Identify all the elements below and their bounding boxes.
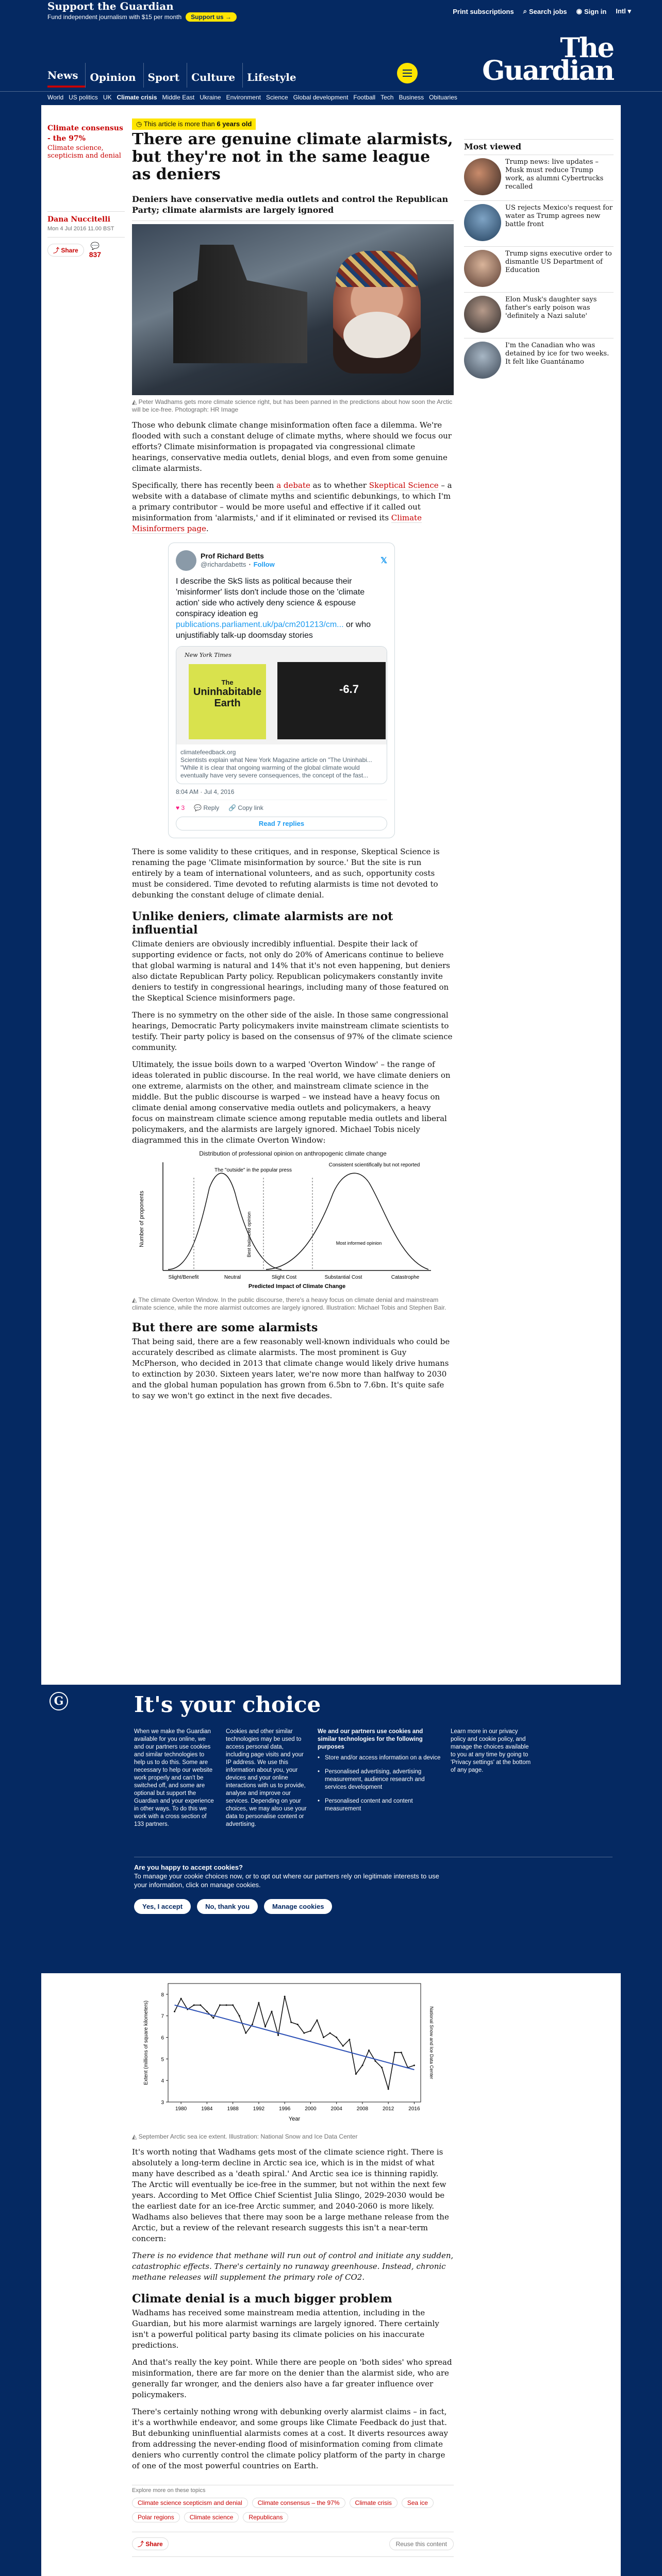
debate-link[interactable]: a debate (276, 481, 310, 490)
card-screenshot-number: -6.7 (339, 683, 359, 696)
sea-ice-point (375, 2060, 376, 2062)
consent-column-1: When we make the Guardian available for you online, we and our partners use cookies and similar technologies to help us to do this. Some are necessary to help our website work properly and can't be switched off, and some are optional but support the Guardian and your experience in other ways. To do this we work with a cross section of 133 partners. (134, 1728, 214, 1827)
heart-icon: ♥ (176, 804, 181, 811)
sign-in-label: Sign in (584, 7, 607, 15)
overton-curve-right (266, 1173, 428, 1269)
y-tick-label: 3 (161, 2100, 164, 2106)
sea-ice-point (277, 2035, 279, 2036)
sea-ice-point (336, 2037, 337, 2038)
print-subscriptions-label: Print subscriptions (453, 7, 514, 15)
x-axis-label: Year (288, 2116, 301, 2122)
tweet-author-name[interactable]: Prof Richard Betts (201, 552, 264, 560)
subnav-obituaries[interactable]: Obituaries (429, 94, 457, 101)
subnav-global-development[interactable]: Global development (293, 94, 349, 101)
subnav-business[interactable]: Business (399, 94, 424, 101)
paragraph-9: Wadhams has received some mainstream media attention, including in the Guardian, but his more alarmist warnings are largely ignored. There certainly isn't a powerful political party basing its climate policies on his inaccurate predictions. (132, 2308, 439, 2350)
paragraph-1: Those who debunk climate change misinformation often face a dilemma. We're flooded with such a constant deluge of climate myths, where should we focus our efforts? Climate misinformation is propagated via congressional climate hearings, conservative media outlets, denial blogs, and even from some genuine climate alarmists. (132, 420, 452, 473)
logo-line2: Guardian (482, 55, 614, 87)
paragraph-4: Climate deniers are obviously incredibly influential. Despite their lack of supporting evidence or facts, not only do 20% of Americans continue to believe that global warming is natural and 14% that it's not even happening, but deniers also dictate Republican Party policy. Republican policymakers constantly invite deniers to testify in congressional hearings, including many of those featured on the Skeptical Science misinformers page. (132, 939, 450, 1003)
consent-column-2: Cookies and other similar technologies may be used to access personal data, including page visits and your IP address. We use this information about you, your devices and your online interactions with us to provide, analyse and improve our services. Depending on your choices, we may also use your data to personalise content or advertising. (226, 1728, 307, 1827)
topic-tag[interactable]: Sea ice (402, 2498, 434, 2508)
paragraph-2 (132, 480, 454, 534)
skeptical-science-link[interactable]: Skeptical Science (369, 481, 439, 490)
article-headline: There are genuine climate alarmists, but they're not in the same league as deniers (132, 130, 453, 183)
paragraph-8: It's worth noting that Wadhams gets most of the climate science right. There is absolutely a long-term decline in Arctic sea ice, which is in the midst of what many have described as a 'death spiral.' And Arctic sea ice is thinning rapidly. The Arctic will eventually be ice-free in the summer, but not within the next few years. According to Met Office Chief Scientist Julia Slingo, 2029-2030 would be the earliest date for an ice-free Arctic summer, and 2040-2060 is more likely. Wadhams also believes that there may soon be a large methane release from the Arctic, but a review of the relevant research suggests this isn't a near-term concern: (132, 2147, 449, 2243)
x-tick-label: 2016 (408, 2106, 420, 2112)
footer-share-button[interactable] (132, 2537, 169, 2550)
card-paper-title: New York Times (185, 652, 231, 658)
sea-ice-point (239, 2015, 240, 2016)
support-block (47, 1, 237, 22)
reply-label: Reply (203, 804, 220, 811)
x-tick-label: 2000 (305, 2106, 317, 2112)
subnav-environment[interactable]: Environment (226, 94, 261, 101)
sea-ice-point (200, 2004, 201, 2006)
support-bar (0, 0, 662, 23)
y-tick-label: 8 (161, 1992, 164, 1998)
comment-count[interactable] (89, 242, 101, 259)
reject-cookies-button[interactable]: No, thank you (197, 1899, 258, 1914)
tweet-timestamp[interactable]: 8:04 AM · Jul 4, 2016 (176, 788, 235, 795)
sea-ice-point (212, 2017, 214, 2019)
y-axis-label: Extent (millions of square kilometers) (143, 2001, 149, 2085)
follow-button[interactable]: Follow (253, 561, 275, 568)
climate-misinformers-link[interactable]: Climate Misinformers page (132, 513, 422, 533)
x-tick-label: 2008 (356, 2106, 369, 2112)
sea-ice-series-line (175, 1996, 415, 2089)
paragraph-6: Ultimately, the issue boils down to a warped 'Overton Window' – the range of ideas tolerated in public discourse. In the real world, we have climate deniers on one extreme, alarmists on the other, and mainstream climate science in the middle. But the public discourse is warped – we instead have a heavy focus on climate denial among conservative media outlets and policymakers, a heavy focus on mainstream climate science among reputable media outlets and liberal policymakers, and the alarmists are largely ignored. Michael Tobis nicely diagrammed this in the climate Overton Window: (132, 1060, 451, 1145)
subnav-tech[interactable]: Tech (380, 94, 394, 101)
book-cover-title: Uninhabitable Earth (193, 686, 262, 709)
avatar[interactable] (176, 550, 196, 571)
topic-tag[interactable]: Climate science (184, 2512, 239, 2522)
tweet-author-handle: @richardabetts (201, 561, 246, 568)
top-links (453, 7, 631, 15)
overton-xcat-1: Neutral (224, 1275, 241, 1280)
sea-ice-point (284, 1996, 286, 1997)
article-meta-column (47, 123, 125, 259)
most-viewed-thumbnail (464, 250, 501, 287)
manage-cookies-button[interactable]: Manage cookies (264, 1899, 332, 1914)
sea-ice-point (290, 2022, 292, 2023)
series-subtitle[interactable]: Climate science, scepticism and denial (47, 144, 121, 160)
most-viewed-headline: Elon Musk's daughter says father's early poison was 'definitely a Nazi salute' (505, 296, 597, 320)
portrait-beard-shape (343, 312, 410, 358)
sea-ice-point (401, 2052, 402, 2053)
consent-purpose: • Store and/or access information on a device (318, 1754, 441, 1762)
topic-tag[interactable]: Climate science scepticism and denial (132, 2498, 248, 2508)
most-viewed-headline: Trump signs executive order to dismantle US Department of Education (505, 250, 612, 274)
topic-tag[interactable]: Polar regions (132, 2512, 180, 2522)
header-divider (0, 91, 662, 92)
search-jobs-label: Search jobs (528, 7, 567, 15)
sea-ice-point (361, 2064, 363, 2066)
most-viewed-item[interactable] (464, 246, 614, 292)
topics-label: Explore more on these topics (132, 2485, 454, 2494)
sea-ice-point (381, 2067, 383, 2069)
most-viewed (464, 139, 614, 384)
caption-icon: ◭ (132, 1296, 139, 1303)
x-tick-label: 1992 (253, 2106, 265, 2112)
footer-share-row (132, 2532, 454, 2550)
print-subscriptions-link[interactable] (453, 7, 514, 15)
byline (47, 211, 125, 232)
hero-caption-text: Peter Wadhams gets more climate science right, but has been panned in the predictions about how soon the Arctic will be ice-free. Photograph: HR Image (132, 398, 453, 413)
age-warning-years: 6 years old (217, 120, 252, 128)
sea-ice-point (258, 2002, 259, 2004)
menu-button[interactable] (397, 63, 418, 83)
sea-ice-point (206, 2011, 208, 2012)
card-description: "While it is clear that ongoing warming of the global climate would eventually have very severe consequences, the concept of the fast... (180, 764, 369, 779)
subheading-3: Climate denial is a much bigger problem (132, 2292, 392, 2306)
sea-ice-point (180, 1998, 182, 1999)
article-main-continued (132, 1973, 454, 2557)
consent-purposes-list (318, 1754, 441, 1813)
sea-ice-point (271, 2011, 273, 2012)
blockquote: There is no evidence that methane will run out of control and initiate any sudden, catastrophic effects. There's certainly no runaway greenhouse. Instead, chronic methane releases will supplement the primary role of CO2. (132, 2251, 454, 2282)
like-count: 3 (181, 804, 185, 811)
consent-title: It's your choice (134, 1692, 321, 1717)
overton-xlabel: Predicted Impact of Climate Change (248, 1283, 346, 1290)
overton-xcat-3: Substantial Cost (324, 1275, 362, 1280)
most-viewed-thumbnail (464, 158, 501, 195)
nav-news[interactable]: News (47, 63, 85, 88)
most-viewed-item[interactable] (464, 155, 614, 200)
consent-buttons (134, 1899, 332, 1914)
topic-tags (132, 2498, 454, 2522)
nav-sport[interactable]: Sport (143, 63, 187, 88)
overton-ylabel: Number of proponents (139, 1191, 145, 1247)
consent-purposes-title: We and our partners use cookies and similar technologies for the following purposes (318, 1728, 423, 1750)
topic-tag[interactable]: Republicans (243, 2512, 288, 2522)
consent-question-title: Are you happy to accept cookies? (134, 1863, 243, 1871)
age-warning (132, 118, 256, 130)
tweet-text-b: or who unjustifiably talk-up doomsday stories (176, 620, 371, 640)
card-screenshot (277, 662, 386, 739)
most-viewed-headline: US rejects Mexico's request for water as Trump agrees new battle front (505, 204, 613, 228)
x-tick-label: 1984 (201, 2106, 213, 2112)
paragraph-2-a: Specifically, there has recently been (132, 481, 277, 490)
user-icon: ◉ (576, 7, 583, 15)
primary-nav (47, 63, 304, 88)
footer-share-label: Share (145, 2540, 163, 2548)
nav-opinion[interactable]: Opinion (85, 63, 143, 88)
edition-picker[interactable]: Intl ▾ (616, 7, 631, 15)
consent-purpose: • Personalised advertising, advertising measurement, audience research and services development (318, 1768, 441, 1791)
sea-ice-point (264, 2026, 266, 2027)
subnav-science[interactable]: Science (266, 94, 288, 101)
footer-divider (132, 2556, 454, 2557)
paragraph-5: There is no symmetry on the other side of the aisle. In those same congressional hearings, Democratic Party policymakers invite mainstream climate scientists to testify. Their party policy is based on the consensus of 97% of the climate science community. (132, 1010, 453, 1052)
hero-caption (132, 398, 454, 414)
consent-column-4[interactable]: Learn more in our privacy policy and cookie policy, and manage the choices available to you at any time by going to 'Privacy settings' at the bottom of any page. (451, 1728, 531, 1773)
x-tick-label: 2004 (330, 2106, 342, 2112)
caption-icon: ◭ (132, 398, 139, 405)
subnav-uk[interactable]: UK (103, 94, 112, 101)
article-page-continued (41, 1973, 621, 2576)
most-viewed-thumbnail (464, 204, 501, 241)
sea-ice-point (297, 2024, 299, 2025)
series-kicker[interactable]: Climate consensus - the 97% (47, 124, 123, 143)
share-button[interactable] (47, 244, 84, 257)
submarine-tower-shape (173, 245, 307, 363)
paragraph-2-d: . (206, 524, 209, 533)
sea-ice-point (226, 2004, 227, 2006)
most-viewed-item[interactable] (464, 292, 614, 338)
sea-ice-point (232, 2004, 234, 2006)
reply-button[interactable] (194, 804, 219, 811)
tweet-text-a: I describe the SkS lists as political because their 'misinformer' lists don't include those on the 'climate action' side who actively deny science & espouse conspiracy ideation eg (176, 577, 365, 618)
x-tick-label: 1988 (227, 2106, 239, 2112)
tweet-card-image (176, 647, 387, 744)
y-tick-label: 6 (161, 2035, 164, 2041)
y-tick-label: 4 (161, 2078, 164, 2084)
paragraph-2-c: – a website with a database of climate myths and scientific debunkings, to which I'm a primary contributor – would be more useful and effective if it called out misinformation from 'alarmists,' and if it eliminated or revised its (132, 481, 452, 522)
overton-label-most: Most informed opinion (336, 1241, 382, 1246)
paragraph-3: There is some validity to these critiques, and in response, Skeptical Science is renaming the page 'Climate misinformation by source.' But the site is run entirely by a team of international volunteers, and as such, opportunity costs must be considered. Time devoted to refuting alarmists is time not devoted to debunking the constant deluge of climate denial. (132, 847, 440, 900)
article-page (41, 105, 621, 1685)
paragraph-7: That being said, there are a few reasonably well-known individuals who could be accurately described as climate alarmists. The most prominent is Guy McPherson, who decided in 2013 that climate change would likely drive humans to extinction by 2030. Sixteen years later, we're now more than halfway to 2030 and the global human population has grown from 6.5bn to 7.6bn. It's quite safe to say we won't go extinct in the next five decades. (132, 1337, 450, 1400)
card-domain: climatefeedback.org (180, 749, 236, 756)
sea-ice-point (310, 2030, 311, 2032)
overton-xcat-2: Slight Cost (271, 1275, 297, 1280)
sea-ice-chart (132, 1973, 454, 2128)
hero-image (132, 224, 454, 395)
search-jobs-link[interactable] (523, 7, 567, 15)
tweet-link[interactable]: publications.parliament.uk/pa/cm201213/cm... (176, 620, 344, 629)
sea-ice-point (394, 2052, 395, 2053)
overton-caption (132, 1296, 454, 1312)
read-replies-button[interactable]: Read 7 replies (176, 817, 387, 831)
share-label: Share (61, 247, 78, 254)
trend-line (175, 2005, 415, 2070)
nav-lifestyle[interactable]: Lifestyle (242, 63, 303, 88)
topic-tag[interactable]: Climate crisis (350, 2498, 398, 2508)
article-body (132, 420, 454, 1401)
article-body-continued (132, 2147, 454, 2471)
support-subtitle (47, 12, 237, 22)
menu-icon-line (403, 73, 412, 74)
article-standfirst: Deniers have conservative media outlets and control the Republican Party; climate alarmists are largely ignored (132, 194, 454, 221)
sea-ice-point (252, 2024, 253, 2025)
copy-link-label: Copy link (238, 804, 263, 811)
like-button[interactable] (176, 804, 185, 811)
subheading-2: But there are some alarmists (132, 1321, 318, 1334)
subnav-ukraine[interactable]: Ukraine (200, 94, 221, 101)
most-viewed-item[interactable] (464, 200, 614, 246)
overton-label-consensus: Consistent scientifically but not reported (328, 1162, 420, 1168)
tweet-actions (176, 800, 387, 811)
consent-columns (134, 1728, 533, 1828)
guardian-logo[interactable] (482, 32, 614, 87)
sea-ice-point (219, 2004, 221, 2006)
sea-ice-point (323, 2037, 324, 2038)
support-us-button[interactable]: Support us → (186, 12, 237, 22)
support-title: Support the Guardian (47, 0, 174, 12)
x-tick-label: 1980 (175, 2106, 187, 2112)
most-viewed-thumbnail (464, 296, 501, 333)
subnav-middle-east[interactable]: Middle East (162, 94, 195, 101)
sea-ice-point (193, 2004, 195, 2006)
guardian-g-logo-icon: G (49, 1692, 68, 1710)
support-subtitle-text: Fund independent journalism with $15 per month (47, 13, 182, 21)
sea-ice-point (368, 2049, 370, 2051)
nav-culture[interactable]: Culture (187, 63, 242, 88)
book-cover (189, 664, 266, 739)
subheading-1: Unlike deniers, climate alarmists are not influential (132, 910, 393, 937)
sea-ice-point (342, 2045, 344, 2047)
x-logo-icon[interactable]: 𝕏 (380, 556, 387, 565)
copy-link-button[interactable] (228, 804, 263, 811)
overton-label-outside: The "outside" in the popular press (214, 1167, 292, 1173)
book-cover-top: The (221, 679, 234, 686)
most-viewed-thumbnail (464, 342, 501, 379)
tweet-header (176, 550, 387, 571)
consent-purpose: • Personalised content and content measurement (318, 1798, 441, 1813)
sea-ice-point (329, 2032, 331, 2034)
tweet-card-text (176, 744, 387, 784)
author-link[interactable]: Dana Nuccitelli (47, 215, 111, 224)
overton-xcat-0: Slight/Benefit (168, 1275, 199, 1280)
search-icon: ⌕ (523, 7, 527, 15)
most-viewed-headline: I'm the Canadian who was detained by ice for two weeks. It felt like Guantánamo (505, 342, 609, 366)
y-tick-label: 7 (161, 2013, 164, 2020)
menu-icon-line (403, 70, 412, 71)
logo-line1: The (560, 32, 614, 64)
comment-icon: 💬 (90, 242, 100, 250)
most-viewed-title: Most viewed (464, 139, 614, 151)
topic-tag[interactable]: Climate consensus – the 97% (252, 2498, 345, 2508)
paragraph-11: There's certainly nothing wrong with debunking overly alarmist claims – in fact, it's a worthwhile endeavor, and some groups like Climate Feedback do just that. But debunking uninfluential alarmists comes at a cost. It diverts resources away from addressing the never-ending flood of misinformation coming from climate deniers who currently control the climate policy platform of the party in charge of one of the most powerful countries on Earth. (132, 2407, 449, 2470)
paragraph-10: And that's really the key point. While there are people on 'both sides' who spread misinformation, there are far more on the denier than the alarmist side, who are generally far wronger, and the deniers also have a far greater influence over policymakers. (132, 2358, 452, 2399)
accept-cookies-button[interactable]: Yes, I accept (134, 1899, 191, 1914)
tweet-author-handle-row: @richardabetts · Follow (201, 560, 275, 569)
consent-question (134, 1863, 454, 1889)
sub-nav (47, 94, 457, 101)
clock-icon: ◷ (136, 120, 144, 128)
subnav-world[interactable]: World (47, 94, 64, 101)
reuse-content-button[interactable]: Reuse this content (389, 2538, 454, 2550)
comment-count-value: 837 (89, 250, 102, 259)
consent-question-text: To manage your cookie choices now, or to opt out where our partners rely on legitimate interests to use your information, click on manage cookies. (134, 1872, 439, 1889)
publish-date: Mon 4 Jul 2016 11.00 BST (47, 226, 114, 232)
embedded-tweet (168, 543, 395, 838)
overton-window-chart (132, 1157, 454, 1291)
link-icon: 🔗 (228, 804, 238, 811)
sea-ice-point (174, 2011, 175, 2012)
most-viewed-headline: Trump news: live updates – Musk must reduce Trump work, as alumni Cybertrucks recalled (505, 158, 604, 191)
sea-ice-point (245, 2032, 246, 2034)
portrait-hat-shape (336, 251, 418, 287)
sea-ice-caption-text: September Arctic sea ice extent. Illustration: National Snow and Ice Data Center (138, 2133, 358, 2140)
age-warning-pre: This article is more than (143, 120, 215, 128)
caption-icon: ◭ (132, 2133, 139, 2140)
chart-frame (168, 1984, 421, 2102)
x-tick-label: 2012 (383, 2106, 394, 2112)
subnav-climate-crisis[interactable]: Climate crisis (117, 94, 157, 101)
share-icon: ⤴ (53, 247, 61, 254)
sea-ice-point (413, 2064, 415, 2066)
subnav-us-politics[interactable]: US politics (69, 94, 98, 101)
site-header (0, 23, 662, 105)
right-label: National Snow and Ice Data Center (429, 2006, 434, 2079)
overton-figure-title: Distribution of professional opinion on anthropogenic climate change (199, 1150, 387, 1157)
tweet-link-card[interactable] (176, 646, 387, 784)
sea-ice-point (349, 2039, 350, 2040)
tweet-text (176, 576, 387, 641)
overton-curve-left (168, 1173, 282, 1269)
sea-ice-point (316, 2020, 318, 2021)
sign-in-link[interactable] (576, 7, 607, 15)
x-tick-label: 1996 (279, 2106, 291, 2112)
share-row (47, 237, 125, 259)
sea-ice-point (388, 2088, 389, 2090)
overton-label-reported: Best balanced opinion (246, 1211, 252, 1258)
article-main (132, 105, 454, 1401)
most-viewed-item[interactable] (464, 338, 614, 384)
tweet-author (201, 552, 275, 569)
sea-ice-caption (132, 2133, 454, 2141)
cookie-consent-banner (0, 1685, 662, 1973)
reply-icon: 💬 (194, 804, 204, 811)
menu-icon-line (403, 76, 412, 77)
subnav-football[interactable]: Football (353, 94, 376, 101)
card-title: Scientists explain what New York Magazine article on "The Uninhabi... (180, 756, 372, 764)
consent-column-3 (318, 1728, 441, 1828)
share-icon: ⤴ (138, 2540, 146, 2548)
sea-ice-point (355, 2073, 357, 2075)
y-tick-label: 5 (161, 2057, 164, 2063)
paragraph-2-b: as to whether (310, 481, 369, 490)
overton-xcat-4: Catastrophe (391, 1275, 420, 1280)
sea-ice-point (303, 2032, 305, 2034)
overton-caption-text: The climate Overton Window. In the public discourse, there's a heavy focus on climate denial and mainstream climate science, while the more alarmist outcomes are largely ignored. Illustration: Michael Tobis and Stephen Bair. (132, 1296, 446, 1311)
